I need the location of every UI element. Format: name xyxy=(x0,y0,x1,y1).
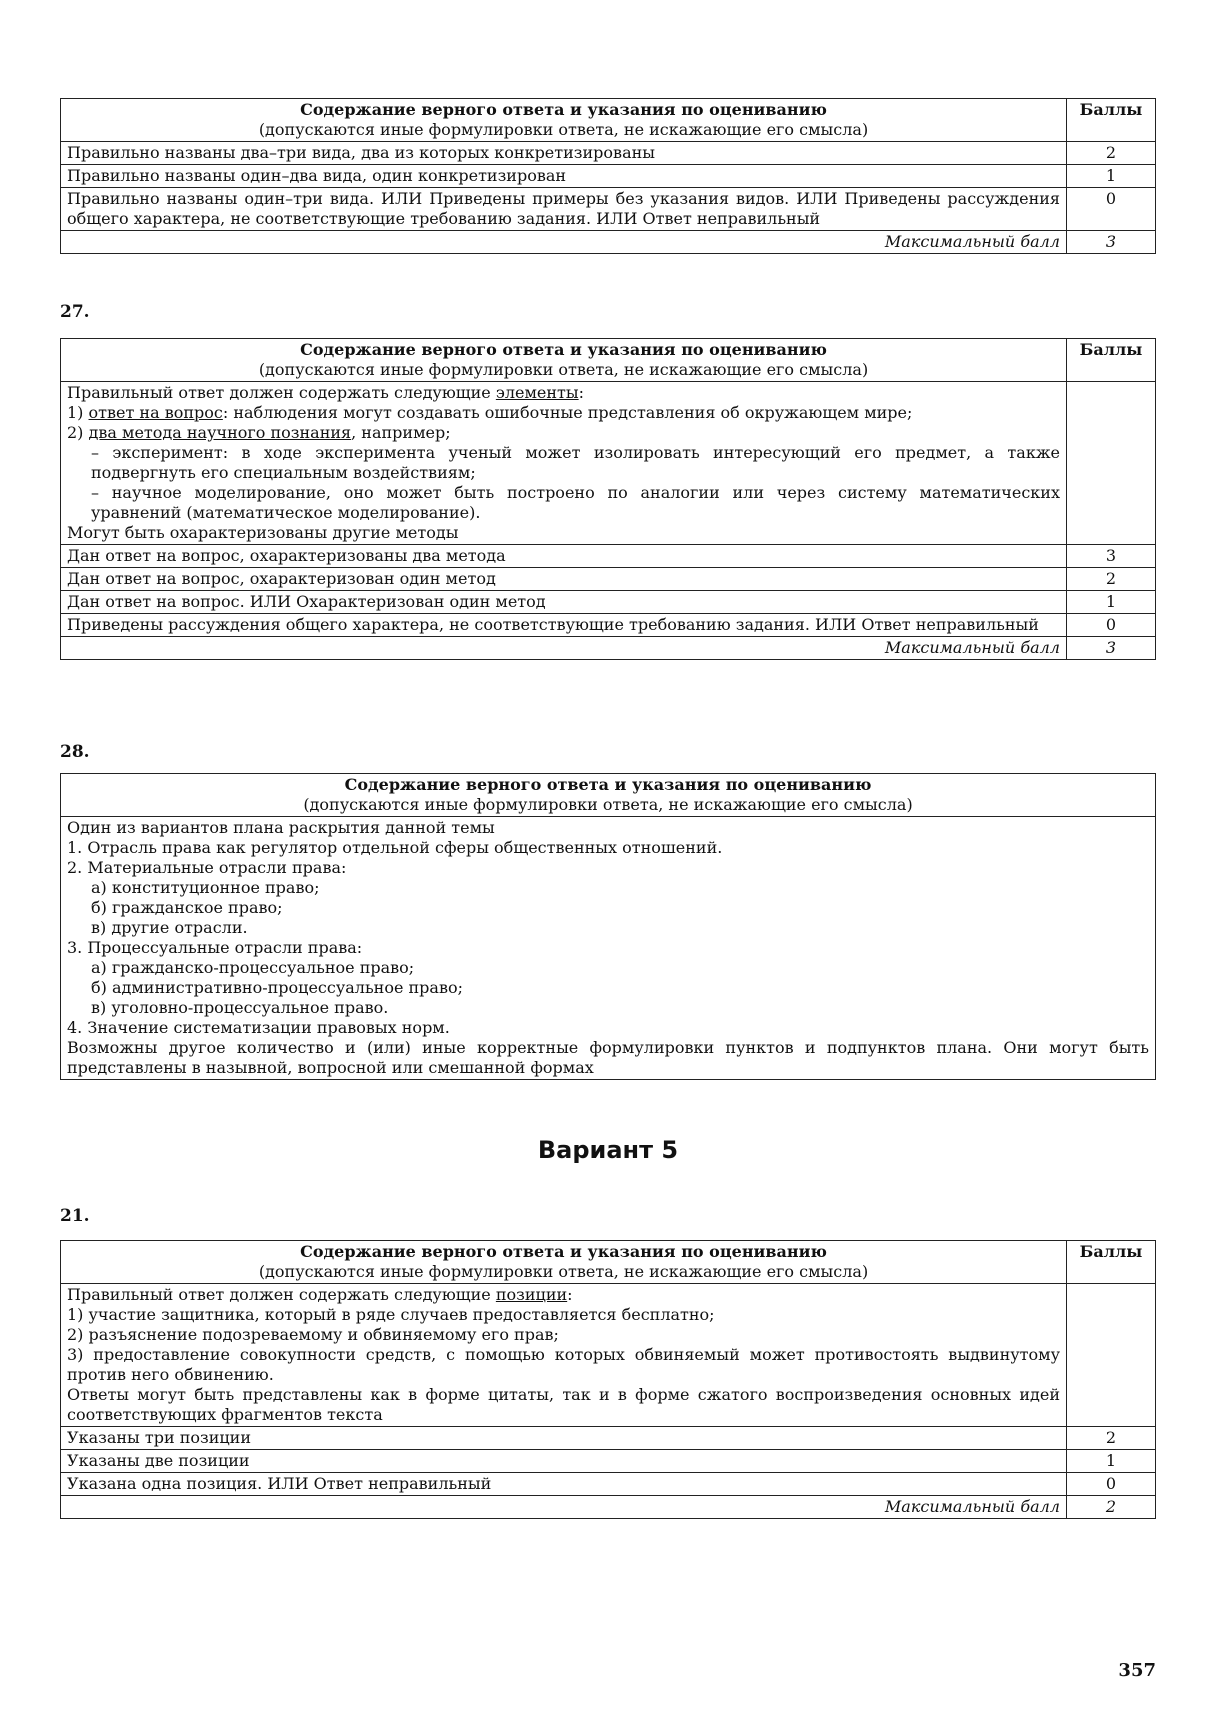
variant-heading: Вариант 5 xyxy=(537,1136,679,1164)
table-header: Содержание верного ответа и указания по оцениванию (допускаются иные формулировки ответа, не искажающие его смысла) xyxy=(61,99,1067,142)
answer-content-row xyxy=(61,1284,1156,1427)
plan-table-28 xyxy=(60,773,1156,1080)
table-row: Дан ответ на вопрос. ИЛИ Охарактеризован один метод 1 xyxy=(61,591,1156,614)
table-header: Содержание верного ответа и указания по оцениванию (допускаются иные формулировки ответа, не искажающие его смысла) xyxy=(61,774,1156,817)
score-header: Баллы xyxy=(1067,339,1156,382)
table-row: Указана одна позиция. ИЛИ Ответ неправильный 0 xyxy=(61,1473,1156,1496)
table-row: Дан ответ на вопрос, охарактеризованы два метода 3 xyxy=(61,545,1156,568)
scoring-table-27 xyxy=(60,338,1156,660)
answer-content-row xyxy=(61,382,1156,545)
plan-line: Один из вариантов плана раскрытия данной темы xyxy=(67,818,495,837)
page-number: 357 xyxy=(1118,1660,1156,1681)
scoring-table-21 xyxy=(60,1240,1156,1519)
plan-line: 3. Процессуальные отрасли права: xyxy=(67,938,363,957)
table-row: Дан ответ на вопрос, охарактеризован один метод 2 xyxy=(61,568,1156,591)
plan-subline: в) уголовно-процессуальное право. xyxy=(91,998,389,1017)
score-header: Баллы xyxy=(1067,99,1156,142)
max-score-row: Максимальный балл 3 xyxy=(61,637,1156,660)
score-header: Баллы xyxy=(1067,1241,1156,1284)
answer-subline: – научное моделирование, оно может быть построено по аналогии или через систему математических уравнений (математическое моделирование). xyxy=(91,483,1060,522)
question-number-28: 28. xyxy=(60,742,90,762)
answer-line: 1) участие защитника, который в ряде случаев предоставляется бесплатно; xyxy=(67,1305,715,1324)
table-row: Правильно названы один–три вида. ИЛИ Приведены примеры без указания видов. ИЛИ Приведены рассуждения общего характера, не соответствующие требованию задания. ИЛИ Ответ неправильный 0 xyxy=(61,188,1156,231)
answer-line: 2) разъяснение подозреваемому и обвиняемому его прав; xyxy=(67,1325,559,1344)
answer-note: Ответы могут быть представлены как в форме цитаты, так и в форме сжатого воспроизведения основных идей соответствующих фрагментов текста xyxy=(67,1385,1060,1424)
plan-line: 4. Значение систематизации правовых норм. xyxy=(67,1018,450,1037)
answer-intro: Правильный ответ должен содержать следующие элементы: xyxy=(67,383,585,402)
plan-line: 1. Отрасль права как регулятор отдельной сферы общественных отношений. xyxy=(67,838,723,857)
plan-subline: а) гражданско-процессуальное право; xyxy=(91,958,415,977)
table-row: Указаны три позиции 2 xyxy=(61,1427,1156,1450)
answer-note: Могут быть охарактеризованы другие методы xyxy=(67,523,459,542)
answer-line: 3) предоставление совокупности средств, с помощью которых обвиняемый может противостоять выдвинутому против него обвинению. xyxy=(67,1345,1060,1384)
answer-line: 2) два метода научного познания, например; xyxy=(67,423,451,442)
plan-subline: а) конституционное право; xyxy=(91,878,320,897)
table-row: Правильно названы один–два вида, один конкретизирован 1 xyxy=(61,165,1156,188)
max-score-row: Максимальный балл 3 xyxy=(61,231,1156,254)
table-row: Правильно названы два–три вида, два из которых конкретизированы 2 xyxy=(61,142,1156,165)
answer-intro: Правильный ответ должен содержать следующие позиции: xyxy=(67,1285,573,1304)
table-header: Содержание верного ответа и указания по оцениванию (допускаются иные формулировки ответа, не искажающие его смысла) xyxy=(61,339,1067,382)
answer-subline: – эксперимент: в ходе эксперимента ученый может изолировать интересующий его предмет, а также подвергнуть его специальным воздействиям; xyxy=(91,443,1060,482)
scoring-table-prev xyxy=(60,98,1156,254)
question-number-21: 21. xyxy=(60,1206,90,1226)
plan-subline: б) гражданское право; xyxy=(91,898,283,917)
max-score-row: Максимальный балл 2 xyxy=(61,1496,1156,1519)
plan-note: Возможны другое количество и (или) иные корректные формулировки пунктов и подпунктов плана. Они могут быть представлены в назывной, вопросной или смешанной формах xyxy=(67,1038,1149,1077)
table-row: Указаны две позиции 1 xyxy=(61,1450,1156,1473)
plan-line: 2. Материальные отрасли права: xyxy=(67,858,347,877)
answer-line: 1) ответ на вопрос: наблюдения могут создавать ошибочные представления об окружающем мире; xyxy=(67,403,913,422)
table-row: Приведены рассуждения общего характера, не соответствующие требованию задания. ИЛИ Ответ неправильный 0 xyxy=(61,614,1156,637)
plan-content-row xyxy=(61,817,1156,1080)
question-number-27: 27. xyxy=(60,302,90,322)
plan-subline: в) другие отрасли. xyxy=(91,918,248,937)
plan-subline: б) административно-процессуальное право; xyxy=(91,978,463,997)
table-header: Содержание верного ответа и указания по оцениванию (допускаются иные формулировки ответа, не искажающие его смысла) xyxy=(61,1241,1067,1284)
